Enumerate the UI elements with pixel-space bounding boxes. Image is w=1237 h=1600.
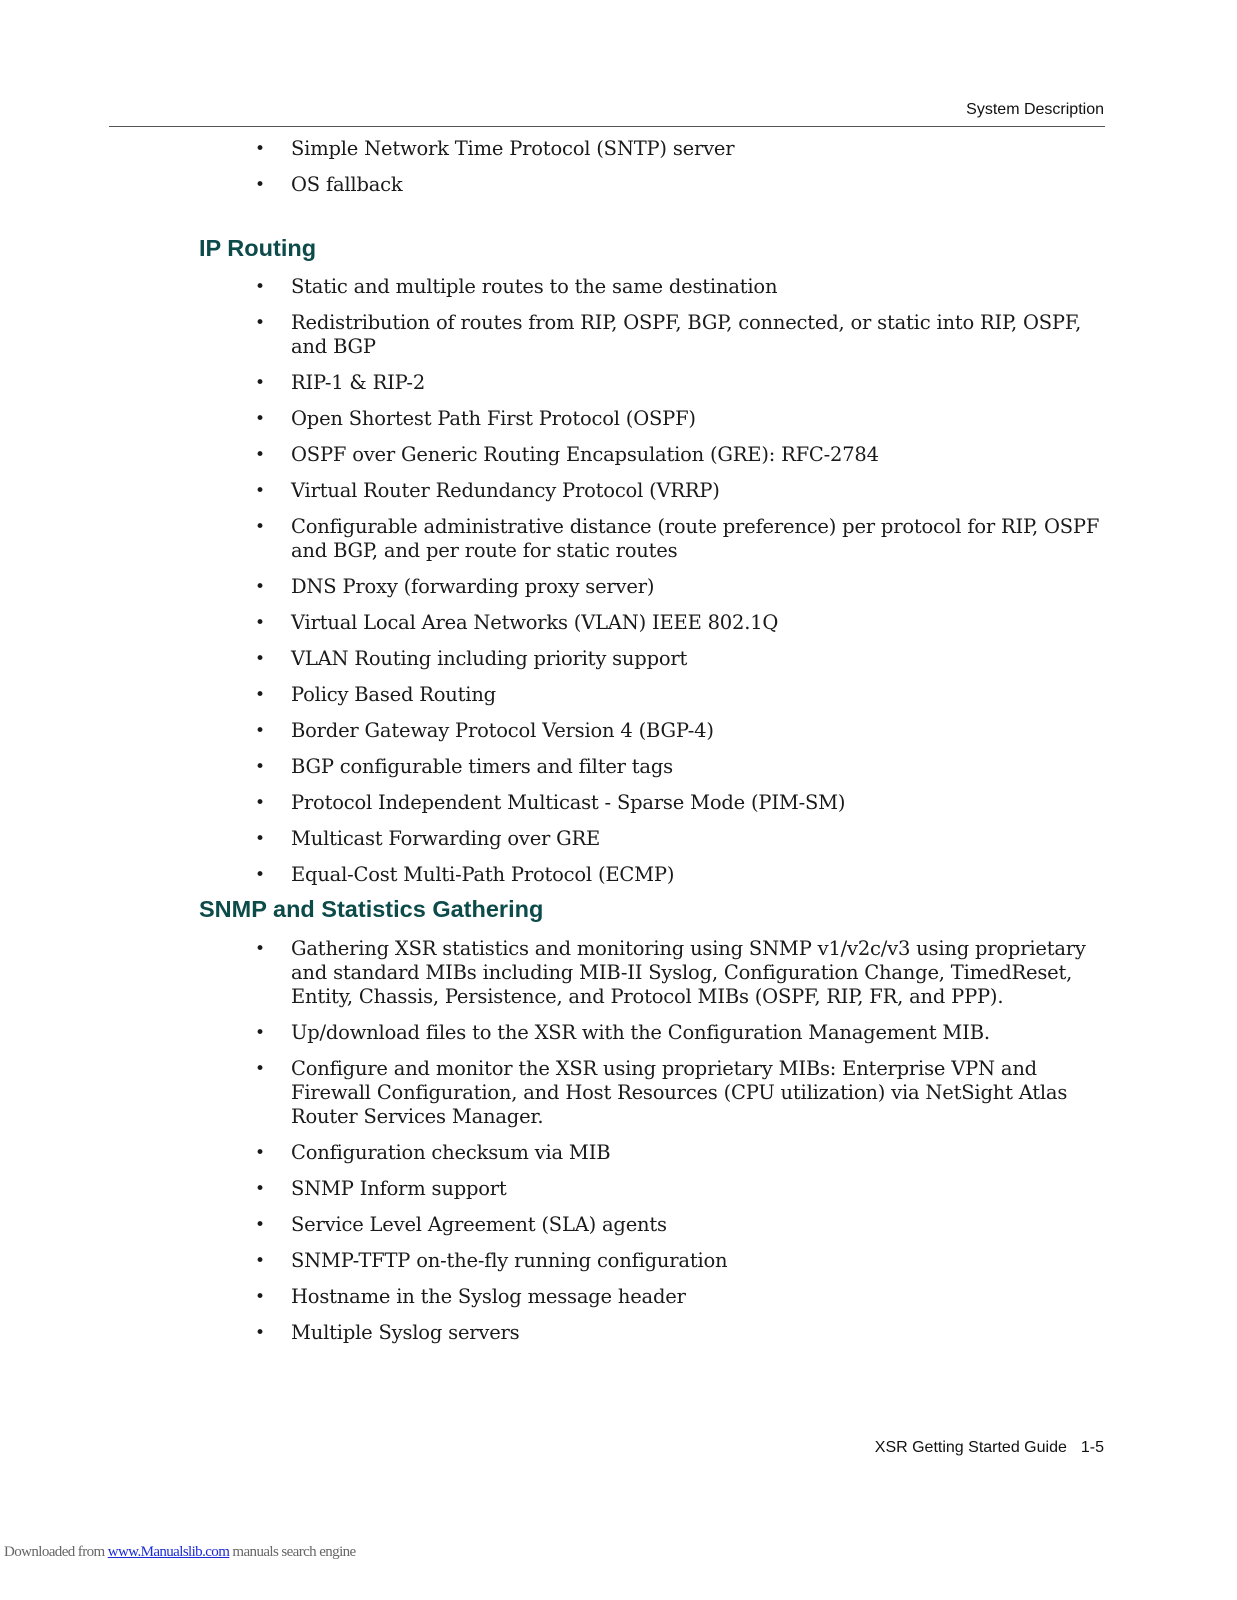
list-item: • OSPF over Generic Routing Encapsulation (GRE): RFC-2784 (255, 443, 879, 466)
bullet-icon: • (255, 829, 265, 849)
list-item: • Virtual Router Redundancy Protocol (VRRP) (255, 479, 720, 502)
bullet-icon: • (255, 1059, 265, 1079)
bullet-icon: • (255, 757, 265, 777)
page-number: 1-5 (1080, 1439, 1104, 1456)
download-note-prefix: Downloaded from (4, 1544, 108, 1560)
list-item: • Configurable administrative distance (route preference) per protocol for RIP, OSPF and BGP, and per route for static routes (255, 515, 1100, 562)
list-item: • Up/download files to the XSR with the Configuration Management MIB. (255, 1021, 990, 1044)
list-item: • SNMP-TFTP on-the-fly running configuration (255, 1249, 728, 1272)
bullet-icon: • (255, 517, 265, 537)
intro-list (255, 137, 1115, 209)
bullet-icon: • (255, 175, 265, 195)
list-item: • Multicast Forwarding over GRE (255, 827, 601, 850)
list-item: • Configure and monitor the XSR using proprietary MIBs: Enterprise VPN and Firewall Configuration, and Host Resources (CPU utilization) via NetSight Atlas Router Services Manager. (255, 1057, 1068, 1128)
bullet-icon: • (255, 1251, 265, 1271)
bullet-icon: • (255, 1023, 265, 1043)
download-note-suffix: manuals search engine (229, 1544, 356, 1560)
bullet-icon: • (255, 373, 265, 393)
list-item: • Open Shortest Path First Protocol (OSPF) (255, 407, 696, 430)
bullet-icon: • (255, 685, 265, 705)
list-item: • SNMP Inform support (255, 1177, 507, 1200)
snmp-list (255, 937, 1115, 1357)
list-item: • Gathering XSR statistics and monitoring using SNMP v1/v2c/v3 using proprietary and standard MIBs including MIB-II Syslog, Configuration Change, TimedReset, Entity, Chassis, Persistence, and Protocol MIBs (OSPF, RIP, FR, and PPP). (255, 937, 1086, 1008)
bullet-icon: • (255, 481, 265, 501)
bullet-icon: • (255, 1143, 265, 1163)
list-item: • Simple Network Time Protocol (SNTP) server (255, 137, 735, 160)
list-item: • DNS Proxy (forwarding proxy server) (255, 575, 655, 598)
list-item: • Hostname in the Syslog message header (255, 1285, 686, 1308)
ip-routing-list (255, 275, 1115, 899)
running-head: System Description (966, 101, 1104, 118)
list-item: • Multiple Syslog servers (255, 1321, 520, 1344)
guide-title: XSR Getting Started Guide (874, 1439, 1067, 1456)
bullet-icon: • (255, 139, 265, 159)
bullet-icon: • (255, 409, 265, 429)
list-item: • OS fallback (255, 173, 403, 196)
manualslib-link[interactable]: www.Manualslib.com (107, 1544, 230, 1560)
bullet-icon: • (255, 793, 265, 813)
bullet-icon: • (255, 577, 265, 597)
section-heading-ip-routing: IP Routing (199, 235, 317, 261)
list-item: • BGP configurable timers and filter tags (255, 755, 673, 778)
list-item: • Redistribution of routes from RIP, OSPF, BGP, connected, or static into RIP, OSPF, and BGP (255, 311, 1082, 358)
list-item: • Policy Based Routing (255, 683, 496, 706)
bullet-icon: • (255, 613, 265, 633)
bullet-icon: • (255, 1179, 265, 1199)
running-foot (875, 1439, 1104, 1457)
bullet-icon: • (255, 1287, 265, 1307)
list-item: • Border Gateway Protocol Version 4 (BGP-4) (255, 719, 714, 742)
list-item: • Configuration checksum via MIB (255, 1141, 611, 1164)
bullet-icon: • (255, 649, 265, 669)
bullet-icon: • (255, 445, 265, 465)
bullet-icon: • (255, 1323, 265, 1343)
bullet-icon: • (255, 313, 265, 333)
bullet-icon: • (255, 721, 265, 741)
bullet-icon: • (255, 939, 265, 959)
bullet-icon: • (255, 865, 265, 885)
list-item: • Protocol Independent Multicast - Sparse Mode (PIM-SM) (255, 791, 846, 814)
header-rule (109, 126, 1105, 127)
bullet-icon: • (255, 277, 265, 297)
list-item: • Equal-Cost Multi-Path Protocol (ECMP) (255, 863, 675, 886)
section-heading-snmp: SNMP and Statistics Gathering (199, 896, 544, 922)
download-note (4, 1544, 356, 1561)
bullet-icon: • (255, 1215, 265, 1235)
list-item: • Service Level Agreement (SLA) agents (255, 1213, 667, 1236)
list-item: • VLAN Routing including priority support (255, 647, 688, 670)
list-item: • Static and multiple routes to the same destination (255, 275, 778, 298)
list-item: • RIP-1 & RIP-2 (255, 371, 426, 394)
list-item: • Virtual Local Area Networks (VLAN) IEEE 802.1Q (255, 611, 779, 634)
